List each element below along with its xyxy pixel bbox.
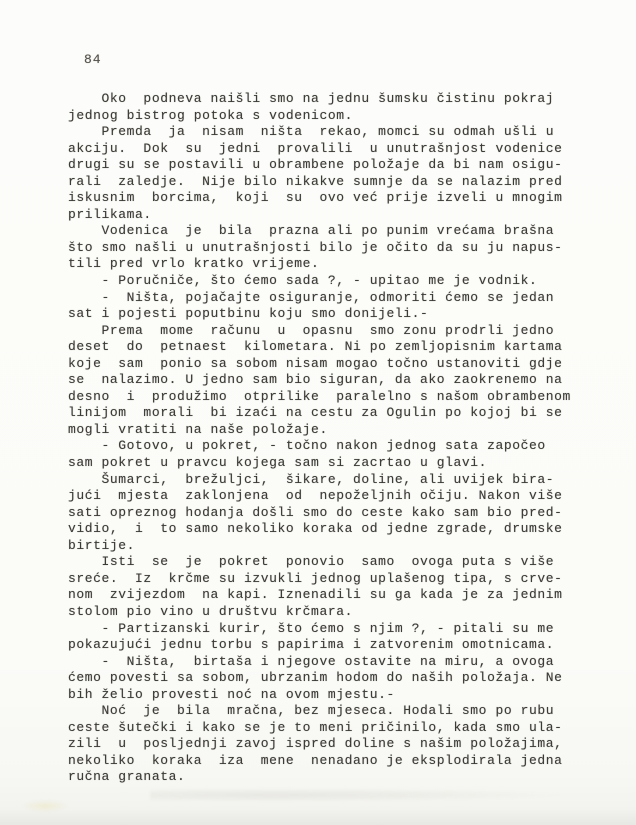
page-number: 84 [84, 52, 102, 67]
text-line: - Gotovo, u pokret, - točno nakon jednog sata započeo [68, 438, 546, 454]
text-line: vidio, i to samo nekoliko koraka od jedne zgrade, drumske [68, 521, 563, 537]
text-line: - Poručniče, što ćemo sada ?, - upitao me je vodnik. [68, 273, 538, 289]
text-line: linijom morali bi izaći na cestu za Ogulin po kojoj bi se [68, 405, 563, 421]
text-line: rali zaledje. Nije bilo nikakve sumnje da se nalazim pred [68, 173, 563, 189]
text-line: zili u posljednji zavoj ispred doline s našim položajima, [68, 736, 563, 752]
text-line: što smo našli u unutrašnjosti bilo je očito da su ju napus- [68, 239, 563, 255]
text-line: pokazujući jednu torbu s papirima i zatvorenim omotnicama. [68, 637, 555, 653]
text-line: nom zvijezdom na kapi. Iznenadili su ga kada je za jednim [68, 587, 563, 603]
text-line: akciju. Dok su jedni provalili u unutrašnjost vodenice [68, 140, 563, 156]
text-line: iskusnim borcima, koji su ovo već prije izveli u mnogim [68, 190, 563, 206]
text-line: Noć je bila mračna, bez mjeseca. Hodali smo po rubu [68, 703, 555, 719]
text-line: - Ništa, birtaša i njegove ostavite na miru, a ovoga [68, 653, 555, 669]
text-line: desno i produžimo otprilike paralelno s našom obrambenom [68, 388, 571, 404]
text-line: Prema mome računu u opasnu smo zonu prodrli jedno [68, 322, 555, 338]
text-line: tili pred vrlo kratko vrijeme. [68, 256, 320, 272]
text-line: Šumarci, brežuljci, šikare, doline, ali uvijek bira- [68, 471, 555, 487]
text-line: ćemo povesti sa sobom, ubrzanim hodom do naših položaja. Ne [68, 670, 563, 686]
scan-smudge [150, 788, 570, 802]
text-line: bih želio provesti noć na ovom mjestu.- [68, 686, 395, 702]
text-line: sreće. Iz krčme su izvukli jednog uplašenog tipa, s crve- [68, 570, 563, 586]
text-line: Premda ja nisam ništa rekao, momci su odmah ušli u [68, 124, 555, 140]
text-line: deset do petnaest kilometara. Ni po zemljopisnim kartama [68, 339, 563, 355]
text-line: jednog bistrog potoka s vodenicom. [68, 107, 353, 123]
text-line: - Partizanski kurir, što ćemo s njim ?, - pitali su me [68, 620, 555, 636]
text-line: Oko podneva naišli smo na jednu šumsku čistinu pokraj [68, 91, 555, 106]
text-line: stolom pio vino u društvu krčmara. [68, 603, 353, 619]
text-line: drugi su se postavili u obrambene položaje da bi nam osigu- [68, 157, 563, 173]
text-line: jući mjesta zaklonjena od nepoželjnih očiju. Nakon više [68, 488, 563, 504]
text-line: se nalazimo. U jedno sam bio siguran, da ako zaokrenemo na [68, 372, 563, 388]
text-line: sat i pojesti poputbinu koju smo donijeli.- [68, 306, 429, 322]
text-line: ručna granata. [68, 769, 186, 785]
text-line: birtije. [68, 537, 136, 553]
text-line: mogli vratiti na naše položaje. [68, 421, 328, 437]
text-line: koje sam ponio sa sobom nisam mogao točno ustanoviti gdje [68, 355, 563, 371]
text-line: nekoliko koraka iza mene nenadano je eksplodirala jedna [68, 752, 563, 768]
body-text [68, 91, 584, 786]
text-line: - Ništa, pojačajte osiguranje, odmoriti ćemo se jedan [68, 289, 555, 305]
text-line: ceste šutečki i kako se je to meni pričinilo, kada smo ula- [68, 719, 563, 735]
text-line: prilikama. [68, 206, 152, 222]
page-edge-shadow [0, 809, 636, 825]
text-line: Isti se je pokret ponovio samo ovoga puta s više [68, 554, 555, 570]
text-line: Vodenica je bila prazna ali po punim vrećama brašna [68, 223, 555, 239]
text-line: sam pokret u pravcu kojega sam si zacrtao u glavi. [68, 455, 488, 471]
text-line: sati opreznog hodanja došli smo do ceste kako sam bio pred- [68, 504, 563, 520]
